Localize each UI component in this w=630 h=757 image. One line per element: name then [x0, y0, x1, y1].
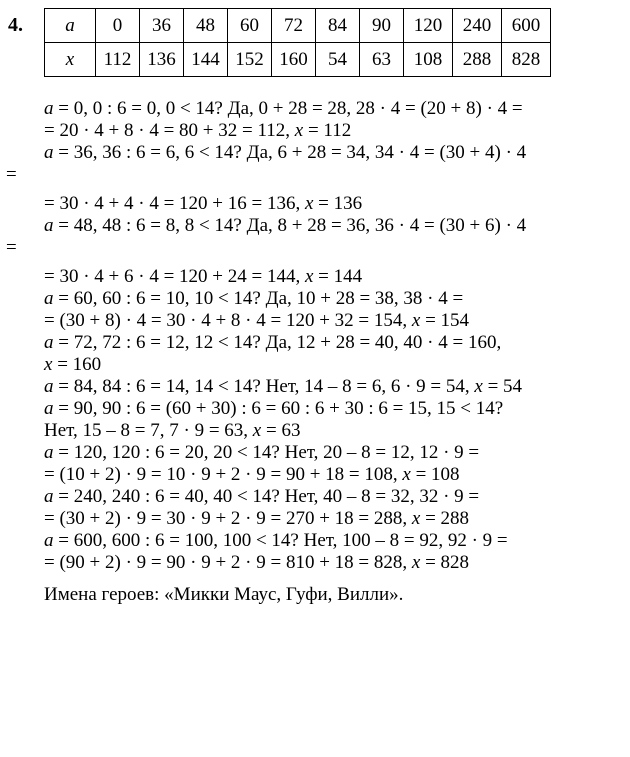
solution-line: a = 36, 36 : 6 = 6, 6 < 14? Да, 6 + 28 = 34, 34 · 4 = (30 + 4) · 4 [44, 142, 527, 163]
x-cell: 160 [272, 43, 316, 77]
solution-line: a = 0, 0 : 6 = 0, 0 < 14? Да, 0 + 28 = 28, 28 · 4 = (20 + 8) · 4 = [44, 98, 523, 119]
a-cell: 0 [96, 9, 140, 43]
a-cell: 120 [404, 9, 453, 43]
solution-line: = [6, 164, 17, 185]
x-cell: 108 [404, 43, 453, 77]
solution-line: = 20 · 4 + 8 · 4 = 80 + 32 = 112, x = 112 [44, 120, 352, 141]
table-row-x [45, 43, 551, 77]
a-cell: 600 [502, 9, 551, 43]
a-cell: 90 [360, 9, 404, 43]
x-cell: 828 [502, 43, 551, 77]
task-number: 4. [8, 14, 23, 36]
solution-line: a = 84, 84 : 6 = 14, 14 < 14? Нет, 14 – 8 = 6, 6 · 9 = 54, x = 54 [44, 376, 523, 397]
a-cell: 240 [453, 9, 502, 43]
x-cell: 63 [360, 43, 404, 77]
solution-line: a = 48, 48 : 6 = 8, 8 < 14? Да, 8 + 28 = 36, 36 · 4 = (30 + 6) · 4 [44, 215, 527, 236]
x-cell: 112 [96, 43, 140, 77]
solution-line: a = 90, 90 : 6 = (60 + 30) : 6 = 60 : 6 + 30 : 6 = 15, 15 < 14? [44, 398, 504, 419]
solution-line: = (30 + 2) · 9 = 30 · 9 + 2 · 9 = 270 + 18 = 288, x = 288 [44, 508, 470, 529]
a-cell: 36 [140, 9, 184, 43]
x-cell: 152 [228, 43, 272, 77]
a-cell: 84 [316, 9, 360, 43]
solution-line: a = 600, 600 : 6 = 100, 100 < 14? Нет, 100 – 8 = 92, 92 · 9 = [44, 530, 508, 551]
x-cell: 54 [316, 43, 360, 77]
a-cell: 60 [228, 9, 272, 43]
solution-line: = (10 + 2) · 9 = 10 · 9 + 2 · 9 = 90 + 18 = 108, x = 108 [44, 464, 460, 485]
solution-line: = [6, 237, 17, 258]
solution-line: = 30 · 4 + 4 · 4 = 120 + 16 = 136, x = 136 [44, 193, 363, 214]
solution-line: = 30 · 4 + 6 · 4 = 120 + 24 = 144, x = 144 [44, 266, 363, 287]
solution-line: a = 72, 72 : 6 = 12, 12 < 14? Да, 12 + 28 = 40, 40 · 4 = 160, [44, 332, 502, 353]
x-cell: 288 [453, 43, 502, 77]
solution-line: Нет, 15 – 8 = 7, 7 · 9 = 63, x = 63 [44, 420, 301, 441]
solution-line: x = 160 [44, 354, 102, 375]
x-cell: 136 [140, 43, 184, 77]
a-cell: 72 [272, 9, 316, 43]
table-row-a [45, 9, 551, 43]
answer-footer: Имена героев: «Микки Маус, Гуфи, Вилли». [44, 584, 404, 605]
row-a-label: a [45, 9, 96, 43]
solution-line: a = 60, 60 : 6 = 10, 10 < 14? Да, 10 + 28 = 38, 38 · 4 = [44, 288, 464, 309]
a-cell: 48 [184, 9, 228, 43]
values-table [44, 8, 551, 77]
solution-line: = (90 + 2) · 9 = 90 · 9 + 2 · 9 = 810 + 18 = 828, x = 828 [44, 552, 470, 573]
solution-lines [0, 98, 630, 606]
row-x-label: x [45, 43, 96, 77]
solution-line: a = 240, 240 : 6 = 40, 40 < 14? Нет, 40 – 8 = 32, 32 · 9 = [44, 486, 480, 507]
solution-line: a = 120, 120 : 6 = 20, 20 < 14? Нет, 20 – 8 = 12, 12 · 9 = [44, 442, 480, 463]
x-cell: 144 [184, 43, 228, 77]
solution-line: = (30 + 8) · 4 = 30 · 4 + 8 · 4 = 120 + 32 = 154, x = 154 [44, 310, 470, 331]
